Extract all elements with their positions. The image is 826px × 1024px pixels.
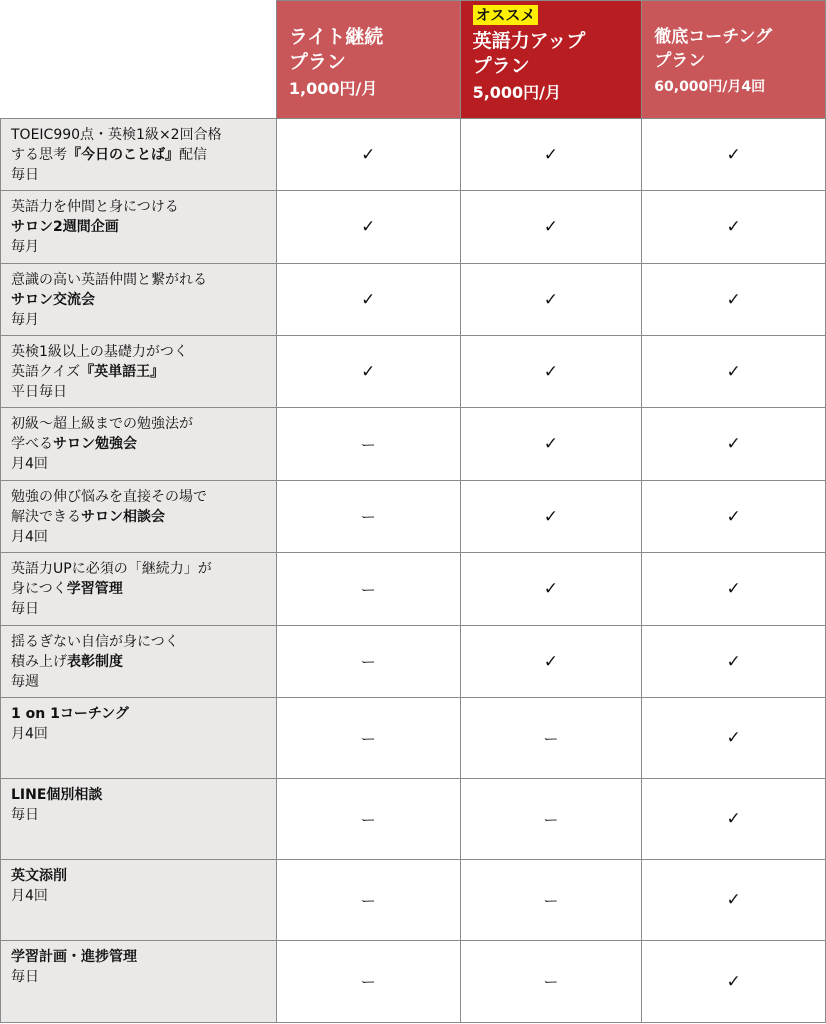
feature-highlight: サロン相談会 [81,509,165,525]
feature-text: 毎月 [11,239,39,255]
table-row [1,860,826,941]
check-icon: ✓ [642,336,826,408]
feature-highlight: 1 on 1コーチング [11,706,129,722]
feature-line [11,632,276,652]
plan-name-line1: ライト継続 [288,26,384,48]
feature-text: 英語力を仲間と身につける [11,199,179,215]
feature-line [11,579,276,599]
feature-line [11,165,276,185]
plan-price: 1,000円/月 [288,79,378,98]
feature-line [11,197,276,217]
feature-cell [1,779,277,860]
feature-text: 毎日 [11,167,39,183]
check-icon: ✓ [460,119,642,191]
plan-name-line1: 英語力アップ [472,30,586,52]
table-row [1,779,826,860]
check-icon: ✓ [642,481,826,553]
plan-price: 5,000円/月 [472,83,562,102]
feature-text: 毎週 [11,674,39,690]
feature-cell [1,191,277,264]
feature-line [11,599,276,619]
dash-icon: ー [276,779,460,860]
feature-highlight: 英文添削 [11,868,67,884]
feature-cell [1,553,277,626]
feature-highlight: 学習管理 [66,581,123,597]
feature-text: 月4回 [11,529,48,545]
check-icon: ✓ [642,698,826,779]
dash-icon: ー [460,860,642,941]
dash-icon: ー [276,941,460,1023]
feature-line [11,290,276,310]
feature-line [11,434,276,454]
feature-line [11,217,276,237]
feature-text: 月4回 [11,888,48,904]
dash-icon: ー [460,941,642,1023]
table-row [1,336,826,408]
feature-line [11,785,276,805]
table-row [1,408,826,481]
feature-highlight: LINE個別相談 [11,787,103,803]
feature-line [11,237,276,257]
feature-text: 学べる [11,436,53,452]
check-icon: ✓ [460,481,642,553]
feature-highlight: 表彰制度 [67,654,123,670]
check-icon: ✓ [642,626,826,698]
feature-text: 意識の高い英語仲間と繋がれる [11,272,207,288]
check-icon: ✓ [460,626,642,698]
feature-line [11,704,276,724]
feature-line [11,362,276,382]
dash-icon: ー [276,481,460,553]
feature-line [11,342,276,362]
feature-line [11,145,276,165]
recommend-badge: オススメ [473,5,539,25]
plan-header-coaching [642,1,826,119]
feature-cell [1,860,277,941]
feature-line [11,672,276,692]
check-icon: ✓ [276,336,460,408]
feature-line [11,886,276,906]
feature-text: 英語クイズ [11,364,81,380]
feature-text: 勉強の伸び悩みを直接その場で [11,489,207,505]
check-icon: ✓ [642,779,826,860]
table-row [1,941,826,1023]
check-icon: ✓ [460,336,642,408]
dash-icon: ー [460,779,642,860]
feature-line [11,310,276,330]
feature-text: 毎日 [11,969,39,985]
plan-price: 60,000円/月4回 [654,79,766,95]
feature-cell [1,698,277,779]
feature-highlight: サロン2週間企画 [11,219,119,235]
feature-line [11,866,276,886]
plan-name-line2: プラン [288,51,346,73]
feature-cell [1,408,277,481]
dash-icon: ー [276,626,460,698]
plan-name-line2: プラン [472,55,530,77]
feature-text: TOEIC990点・英検1級×2回合格 [11,127,222,143]
check-icon: ✓ [642,941,826,1023]
table-row [1,264,826,336]
feature-text: 毎日 [11,601,39,617]
feature-highlight: サロン交流会 [11,292,95,308]
feature-line [11,805,276,825]
feature-cell [1,481,277,553]
check-icon: ✓ [460,408,642,481]
check-icon: ✓ [642,191,826,264]
feature-text: 揺るぎない自信が身につく [11,634,179,650]
feature-text: 毎月 [11,312,39,328]
feature-rows [1,119,826,1023]
feature-line [11,454,276,474]
dash-icon: ー [276,408,460,481]
check-icon: ✓ [642,860,826,941]
feature-line [11,125,276,145]
feature-line [11,947,276,967]
feature-cell [1,264,277,336]
feature-line [11,967,276,987]
check-icon: ✓ [460,191,642,264]
check-icon: ✓ [276,264,460,336]
check-icon: ✓ [276,119,460,191]
check-icon: ✓ [460,264,642,336]
feature-line [11,724,276,744]
table-row [1,191,826,264]
feature-text: 英語力UPに必須の「継続力」が [11,561,212,577]
dash-icon: ー [276,553,460,626]
feature-cell [1,941,277,1023]
feature-text: 英検1級以上の基礎力がつく [11,344,188,360]
feature-text: 平日毎日 [11,384,67,400]
table-row [1,481,826,553]
feature-line [11,559,276,579]
header-corner [1,1,277,119]
feature-text: 身につく [11,581,67,597]
feature-highlight: 『今日のことば』 [67,147,179,163]
feature-line [11,487,276,507]
dash-icon: ー [276,698,460,779]
table-row [1,698,826,779]
table-row [1,553,826,626]
feature-text: 初級〜超上級までの勉強法が [11,416,193,432]
feature-cell [1,336,277,408]
feature-cell [1,626,277,698]
table-row [1,119,826,191]
feature-text: 毎日 [11,807,39,823]
plan-name-line2: プラン [654,51,706,71]
check-icon: ✓ [642,119,826,191]
feature-text: 月4回 [11,456,48,472]
check-icon: ✓ [642,264,826,336]
feature-line [11,382,276,402]
feature-text: する思考 [11,147,67,163]
feature-line [11,270,276,290]
feature-line [11,414,276,434]
plan-header-english-up [460,1,642,119]
plan-name-line1: 徹底コーチング [654,27,773,47]
feature-text: 積み上げ [11,654,67,670]
feature-highlight: 学習計画・進捗管理 [11,949,137,965]
check-icon: ✓ [642,408,826,481]
check-icon: ✓ [642,553,826,626]
feature-line [11,527,276,547]
check-icon: ✓ [276,191,460,264]
feature-text: 配信 [179,147,207,163]
feature-highlight: サロン勉強会 [53,436,137,452]
feature-cell [1,119,277,191]
dash-icon: ー [276,860,460,941]
feature-text: 解決できる [11,509,81,525]
check-icon: ✓ [460,553,642,626]
feature-text: 月4回 [11,726,48,742]
table-row [1,626,826,698]
plan-header-light [276,1,460,119]
feature-line [11,652,276,672]
feature-line [11,507,276,527]
dash-icon: ー [460,698,642,779]
feature-highlight: 『英単語王』 [80,364,165,380]
